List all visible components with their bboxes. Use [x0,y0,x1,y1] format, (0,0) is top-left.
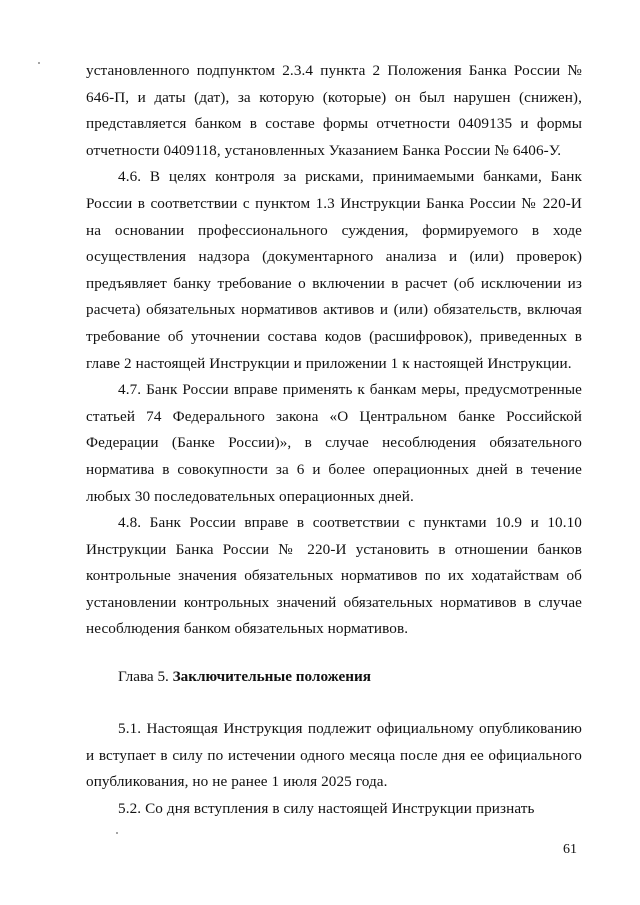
paragraph-5-2: 5.2. Со дня вступления в силу настоящей Инструкции признать [118,799,535,817]
chapter-heading-title: Заключительные положения [172,668,371,685]
paragraph-4-6: 4.6. В целях контроля за рисками, принимаемыми банками, Банк России в соответствии с пунктом 1.3 Инструкции Банка России № 220-И на основании профессионального суждения, формируемого в ходе осуществления надзора (документарного анализа и (или) проверок) предъявляет банку требование о включении в расчет (об исключении из расчета) обязательных нормативов активов и (или) обязательств, включая требование об уточнении состава кодов (расшифровок), приведенных в главе 2 настоящей Инструкции и приложении 1 к настоящей Инструкции. [86,168,582,372]
chapter-heading-prefix: Глава 5. [118,668,173,685]
paragraph-continuation: установленного подпунктом 2.3.4 пункта 2 Положения Банка России № 646-П, и даты (дат), за которую (которые) он был нарушен (снижен), представляется банком в составе формы отчетности 0409135 и формы отчетности 0409118, установленных Указанием Банка России № 6406-У. [86,62,582,159]
paragraph-4-8: 4.8. Банк России вправе в соответствии с пунктами 10.9 и 10.10 Инструкции Банка России № 220-И установить в отношении банков контрольные значения обязательных нормативов по их ходатайствам об установлении контрольных значений обязательных нормативов в случае несоблюдения банком обязательных нормативов. [86,514,582,638]
page-number: 61 [563,842,577,857]
body-text-upper [86,58,582,643]
scan-artifact-dot [116,832,118,834]
chapter-heading [118,664,578,691]
paragraph-4-7: 4.7. Банк России вправе применять к банкам меры, предусмотренные статьей 74 Федерального закона «О Центральном банке Российской Федерации (Банке России)», в случае несоблюдения обязательного норматива в совокупности за 6 и более операционных дней в течение любых 30 последовательных операционных дней. [86,381,582,505]
body-text-lower [86,716,582,822]
scan-artifact-dot [38,62,40,64]
paragraph-5-1: 5.1. Настоящая Инструкция подлежит официальному опубликованию и вступает в силу по истечении одного месяца после дня ее официального опубликования, но не ранее 1 июля 2025 года. [86,720,582,791]
